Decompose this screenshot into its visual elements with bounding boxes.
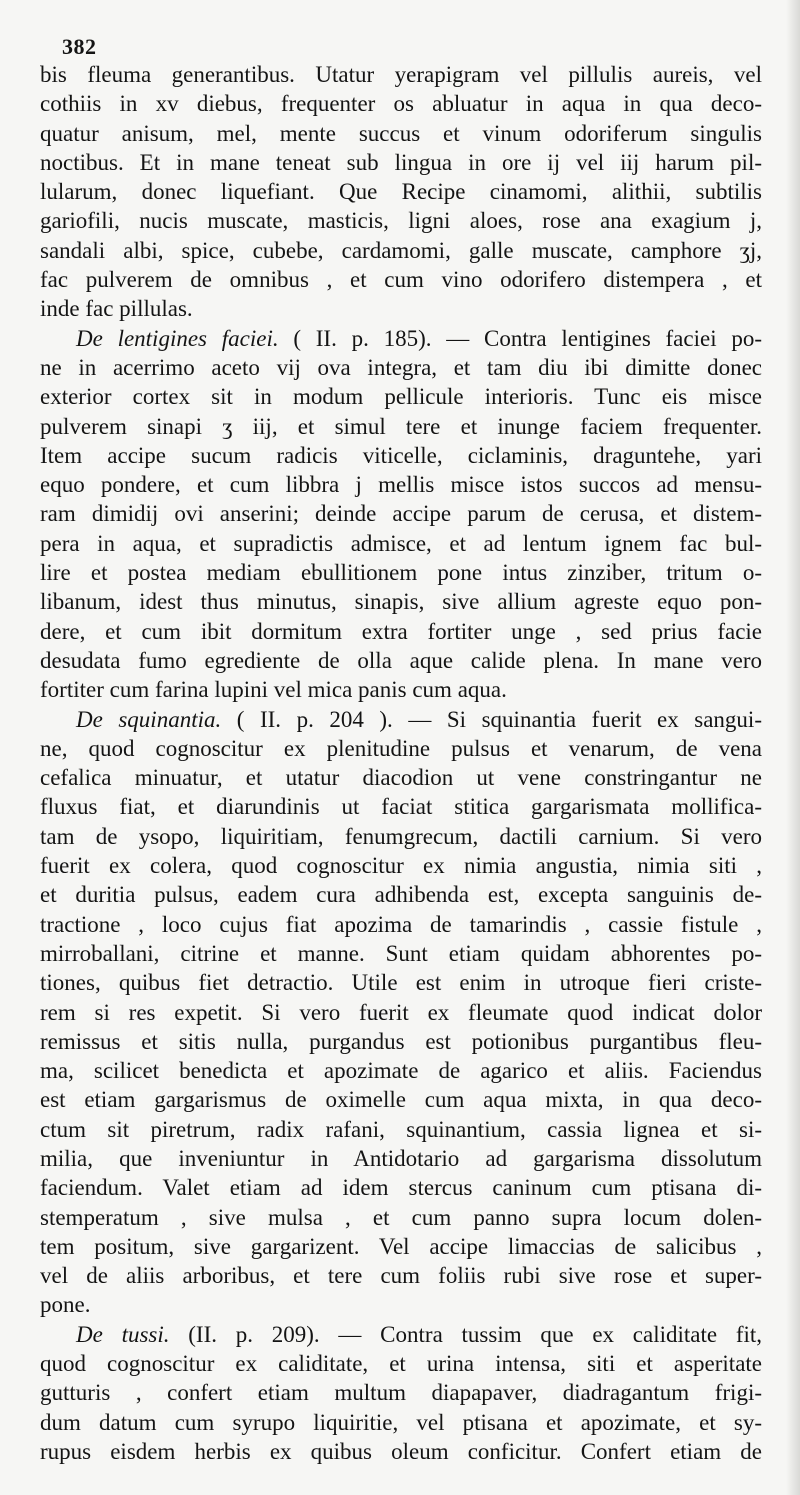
line-text: tractione , loco cujus fiat apozima de tamarindis , cassie fistule , xyxy=(40,911,762,937)
line-text: ( II. p. 204 ). — Si squinantia fuerit ex sangui- xyxy=(221,706,762,732)
text-line xyxy=(40,177,762,206)
line-text: inde fac pillulas. xyxy=(40,296,193,322)
text-line xyxy=(40,382,762,411)
text-line xyxy=(40,1115,762,1144)
line-text: lularum, donec liquefiant. Que Recipe cinamomi, alithii, subtilis xyxy=(40,179,762,205)
line-text: fac pulverem de omnibus , et cum vino odorifero distempera , et xyxy=(40,267,762,293)
text-line xyxy=(40,441,762,470)
line-text: est etiam gargarismus de oximelle cum aqua mixta, in qua deco- xyxy=(40,1087,762,1113)
line-text: rem si res expetit. Si vero fuerit ex fleumate quod indicat dolor xyxy=(40,999,762,1025)
text-line xyxy=(40,1261,762,1290)
text-line xyxy=(40,734,762,763)
section-heading: De tussi. xyxy=(76,1321,170,1347)
text-line xyxy=(40,880,762,909)
line-text: fluxus fiat, et diarundinis ut faciat stitica gargarismata mollifica- xyxy=(40,794,762,820)
line-text: faciendum. Valet etiam ad idem stercus caninum cum ptisana di- xyxy=(40,1175,762,1201)
text-line xyxy=(40,822,762,851)
line-text: mirroballani, citrine et manne. Sunt etiam quidam abhorentes po- xyxy=(40,940,762,966)
line-text: pulverem sinapi ʒ iij, et simul tere et inunge faciem frequenter. xyxy=(40,413,762,439)
text-line xyxy=(40,1408,762,1437)
line-text: lire et postea mediam ebullitionem pone intus zinziber, tritum o- xyxy=(40,560,762,586)
text-line xyxy=(40,236,762,265)
text-line xyxy=(40,646,762,675)
section-heading: De lentigines faciei. xyxy=(76,325,279,351)
line-text: cothiis in xv diebus, frequenter os abluatur in aqua in qua deco- xyxy=(40,91,762,117)
text-line xyxy=(40,675,762,704)
line-text: vel de aliis arboribus, et tere cum foliis rubi sive rose et super- xyxy=(40,1263,762,1289)
page-number: 382 xyxy=(62,34,97,59)
line-text: stemperatum , sive mulsa , et cum panno supra locum dolen- xyxy=(40,1204,762,1230)
line-text: pera in aqua, et supradictis admisce, et ad lentum ignem fac bul- xyxy=(40,530,762,556)
line-text: tem positum, sive gargarizent. Vel accipe limaccias de salicibus , xyxy=(40,1233,762,1259)
text-line xyxy=(40,499,762,528)
line-text: exterior cortex sit in modum pellicule interioris. Tunc eis misce xyxy=(40,384,762,410)
line-text: equo pondere, et cum libbra j mellis misce istos succos ad mensu- xyxy=(40,472,762,498)
text-line xyxy=(40,939,762,968)
line-text: pone. xyxy=(40,1292,91,1318)
text-line xyxy=(40,968,762,997)
line-text: dere, et cum ibit dormitum extra fortiter unge , sed prius facie xyxy=(40,618,762,644)
text-line xyxy=(40,89,762,118)
text-line xyxy=(40,60,762,89)
text-line xyxy=(40,1290,762,1319)
text-line xyxy=(40,1027,762,1056)
line-text: et duritia pulsus, eadem cura adhibenda est, excepta sanguinis de- xyxy=(40,882,762,908)
line-text: gutturis , confert etiam multum diapapaver, diadragantum frigi- xyxy=(40,1380,762,1406)
line-text: noctibus. Et in mane teneat sub lingua in ore ij vel iij harum pil- xyxy=(40,149,762,175)
line-text: dum datum cum syrupo liquiritie, vel ptisana et apozimate, et sy- xyxy=(40,1409,762,1435)
line-text: sandali albi, spice, cubebe, cardamomi, galle muscate, camphore ʒj, xyxy=(40,237,762,263)
text-line xyxy=(40,1378,762,1407)
text-line xyxy=(40,148,762,177)
text-line xyxy=(40,1437,762,1466)
text-line xyxy=(40,617,762,646)
page-edge-shadow xyxy=(786,0,800,1495)
text-line xyxy=(40,1232,762,1261)
line-text: ctum sit piretrum, radix rafani, squinantium, cassia lignea et si- xyxy=(40,1116,762,1142)
line-text: quatur anisum, mel, mente succus et vinum odoriferum singulis xyxy=(40,120,762,146)
line-text: desudata fumo egrediente de olla aque calide plena. In mane vero xyxy=(40,647,762,673)
text-line xyxy=(40,558,762,587)
line-text: cefalica minuatur, et utatur diacodion ut vene constringantur ne xyxy=(40,765,762,791)
line-text: gariofili, nucis muscate, masticis, ligni aloes, rose ana exagium j, xyxy=(40,208,762,234)
line-text: fortiter cum farina lupini vel mica panis cum aqua. xyxy=(40,677,507,703)
text-line xyxy=(40,910,762,939)
text-line xyxy=(40,998,762,1027)
line-text: quod cognoscitur ex caliditate, et urina intensa, siti et asperitate xyxy=(40,1351,762,1377)
text-line xyxy=(40,1056,762,1085)
text-line xyxy=(40,1173,762,1202)
text-line xyxy=(40,851,762,880)
text-line xyxy=(40,206,762,235)
line-text: rupus eisdem herbis ex quibus oleum conficitur. Confert etiam de xyxy=(40,1438,762,1464)
text-line xyxy=(40,265,762,294)
line-text: ( II. p. 185). — Contra lentigines faciei po- xyxy=(278,325,762,351)
text-line xyxy=(40,705,762,734)
line-text: ma, scilicet benedicta et apozimate de agarico et aliis. Faciendus xyxy=(40,1058,762,1084)
text-line xyxy=(40,792,762,821)
section-heading: De squinantia. xyxy=(76,706,222,732)
text-line xyxy=(40,587,762,616)
line-text: Item accipe sucum radicis viticelle, ciclaminis, draguntehe, yari xyxy=(40,442,762,468)
line-text: tam de ysopo, liquiritiam, fenumgrecum, dactili carnium. Si vero xyxy=(40,823,762,849)
line-text: remissus et sitis nulla, purgandus est potionibus purgantibus fleu- xyxy=(40,1028,762,1054)
text-line xyxy=(40,412,762,441)
text-line xyxy=(40,324,762,353)
text-line xyxy=(40,529,762,558)
line-text: ne in acerrimo aceto vij ova integra, et tam diu ibi dimitte donec xyxy=(40,354,762,380)
text-line xyxy=(40,353,762,382)
line-text: tiones, quibus fiet detractio. Utile est enim in utroque fieri criste- xyxy=(40,970,762,996)
text-line xyxy=(40,763,762,792)
line-text: ne, quod cognoscitur ex plenitudine pulsus et venarum, de vena xyxy=(40,735,762,761)
text-line xyxy=(40,1320,762,1349)
text-line xyxy=(40,470,762,499)
line-text: ram dimidij ovi anserini; deinde accipe parum de cerusa, et distem- xyxy=(40,501,762,527)
text-line xyxy=(40,294,762,323)
text-line xyxy=(40,1203,762,1232)
line-text: (II. p. 209). — Contra tussim que ex caliditate fit, xyxy=(169,1321,762,1347)
line-text: fuerit ex colera, quod cognoscitur ex nimia angustia, nimia siti , xyxy=(40,853,762,879)
line-text: milia, que inveniuntur in Antidotario ad gargarisma dissolutum xyxy=(40,1145,762,1171)
text-line xyxy=(40,1085,762,1114)
line-text: bis fleuma generantibus. Utatur yerapigram vel pillulis aureis, vel xyxy=(40,62,762,87)
text-line xyxy=(40,119,762,148)
body-text xyxy=(40,60,762,1466)
text-line xyxy=(40,1144,762,1173)
line-text: libanum, idest thus minutus, sinapis, sive allium agreste equo pon- xyxy=(40,589,762,615)
text-line xyxy=(40,1349,762,1378)
